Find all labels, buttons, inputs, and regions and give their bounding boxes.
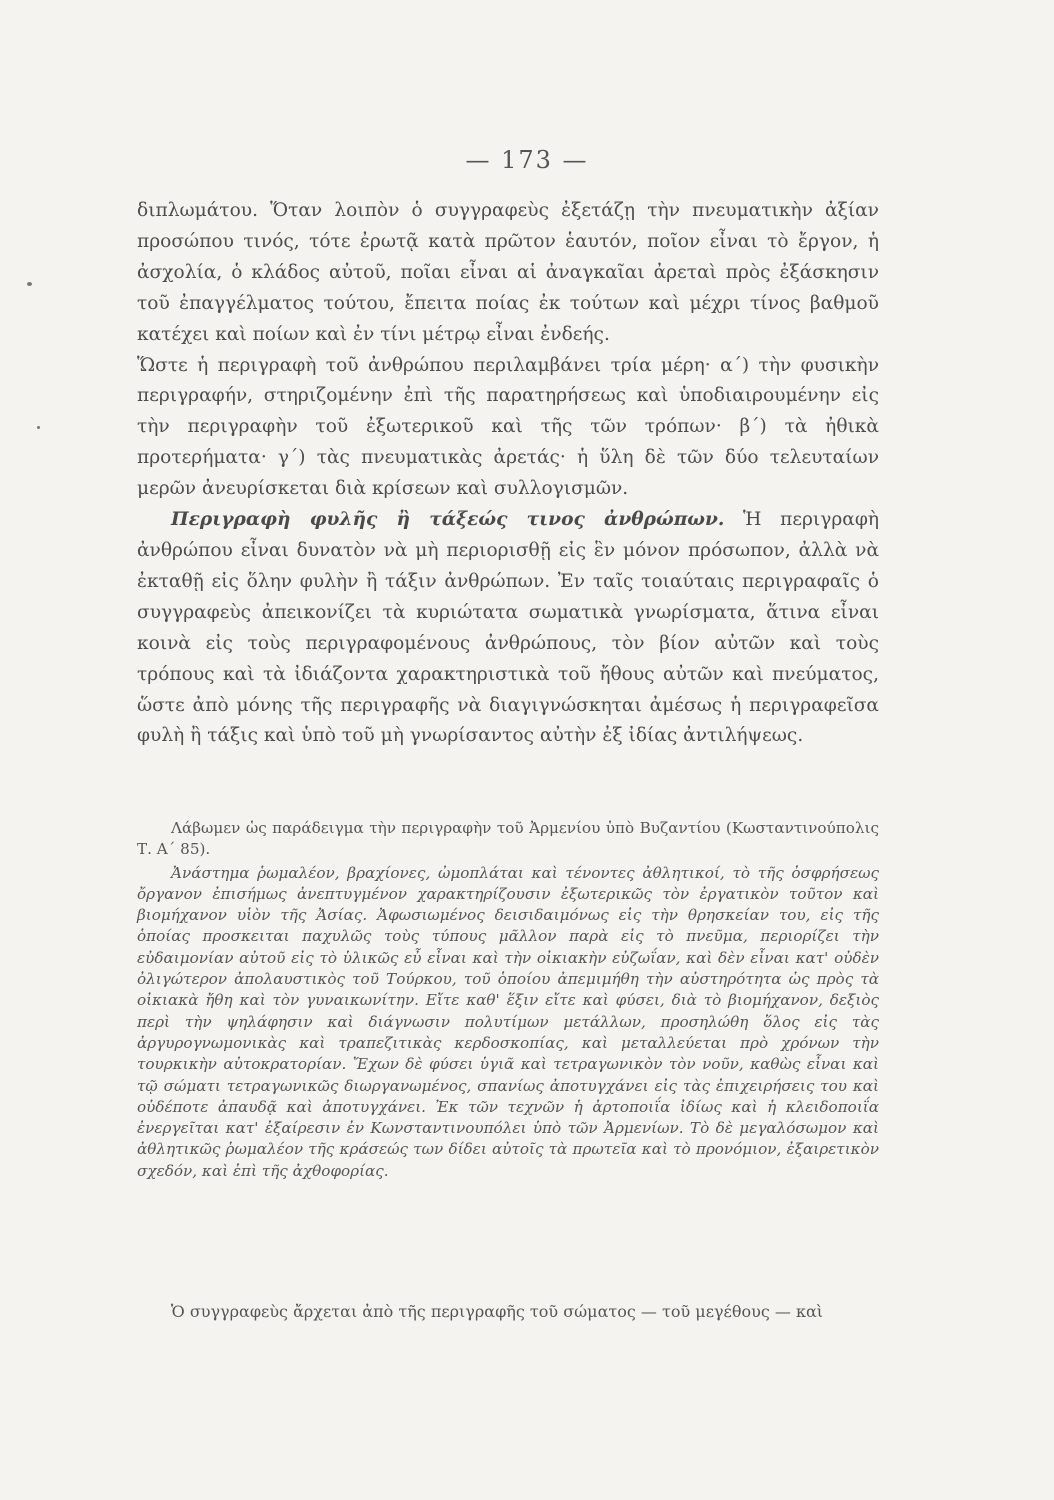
- main-text: [137, 196, 879, 752]
- closing-line: Ὁ συγγραφεὺς ἄρχεται ἀπὸ τῆς περιγραφῆς τοῦ σώματος — τοῦ μεγέθους — καὶ: [171, 1302, 824, 1321]
- section-subheading: Περιγραφὴ φυλῆς ἢ τάξεώς τινος ἀνθρώπων.: [171, 509, 725, 531]
- example-block: [137, 818, 879, 1182]
- paragraph-1: διπλωμάτου. Ὅταν λοιπὸν ὁ συγγραφεὺς ἐξετάζῃ τὴν πνευματικὴν ἀξίαν προσώπου τινός, τότε ἐρωτᾷ κατὰ πρῶτον ἑαυτόν, ποῖον εἶναι τὸ ἔργον, ἡ ἀσχολία, ὁ κλάδος αὐτοῦ, ποῖαι εἶναι αἱ ἀναγκαῖαι ἀρεταὶ πρὸς ἐξάσκησιν τοῦ ἐπαγγέλματος τούτου, ἔπειτα ποίας ἐκ τούτων καὶ μέχρι τίνος βαθμοῦ κατέχει καὶ ποίων καὶ ἐν τίνι μέτρῳ εἶναι ἐνδεής.: [137, 200, 879, 345]
- page-speck: [37, 426, 40, 429]
- example-intro: Λάβωμεν ὡς παράδειγμα τὴν περιγραφὴν τοῦ Ἀρμενίου ὑπὸ Βυζαντίου (Κωσταντινούπολις Τ. Α΄ 85).: [137, 819, 879, 859]
- page-speck: [27, 282, 32, 286]
- paragraph-3-text: Ἡ περιγραφὴ ἀνθρώπου εἶναι δυνατὸν νὰ μὴ περιορισθῇ εἰς ἓν μόνον πρόσωπον, ἀλλὰ νὰ ἐκταθῇ εἰς ὅλην φυλὴν ἢ τάξιν ἀνθρώπων. Ἐν ταῖς τοιαύταις περιγραφαῖς ὁ συγγραφεὺς ἀπεικονίζει τὰ κυριώτατα σωματικὰ γνωρίσματα, ἅτινα εἶναι κοινὰ εἰς τοὺς περιγραφομένους ἀνθρώπους, τὸν βίον αὐτῶν καὶ τοὺς τρόπους καὶ τὰ ἰδιάζοντα χαρακτηριστικὰ τοῦ ἤθους αὐτῶν καὶ πνεύματος, ὥστε ἀπὸ μόνης τῆς περιγραφῆς νὰ διαγιγνώσκηται ἀμέσως ἡ περιγραφεῖσα φυλὴ ἢ τάξις καὶ ὑπὸ τοῦ μὴ γνωρίσαντος αὐτὴν ἐξ ἰδίας ἀντιλήψεως.: [137, 509, 879, 747]
- page-number: — 173 —: [465, 146, 589, 174]
- paragraph-2: Ὥστε ἡ περιγραφὴ τοῦ ἀνθρώπου περιλαμβάνει τρία μέρη· α΄) τὴν φυσικὴν περιγραφήν, στηριζομένην ἐπὶ τῆς παρατηρήσεως καὶ ὑποδιαιρουμένην εἰς τὴν περιγραφὴν τοῦ ἐξωτερικοῦ καὶ τῆς τῶν τρόπων· β΄) τὰ ἠθικὰ προτερήματα· γ΄) τὰς πνευματικὰς ἀρετάς· ἡ ὕλη δὲ τῶν δύο τελευταίων μερῶν ἀνευρίσκεται διὰ κρίσεων καὶ συλλογισμῶν.: [137, 354, 879, 500]
- paragraph-3: [137, 505, 879, 752]
- example-quote: Ἀνάστημα ῥωμαλέον, βραχίονες, ὠμοπλάται καὶ τένοντες ἀθλητικοί, τὸ τῆς ὀσφρήσεως ὄργανον ἐπισήμως ἀνεπτυγμένον χαρακτηρίζουσιν ἐξωτερικῶς τὸν ἐργατικὸν τοῦτον καὶ βιομήχανον υἱὸν τῆς Ἀσίας. Ἀφωσιωμένος δεισιδαιμόνως εἰς τὴν θρησκείαν του, εἰς τῆς ὁποίας προσκειται παχυλῶς τοὺς τύπους μᾶλλον παρὰ εἰς τὸ πνεῦμα, περιορίζει τὴν εὐδαιμονίαν αὐτοῦ εἰς τὸ ὑλικῶς εὖ εἶναι καὶ τὴν οἰκιακὴν εὐζωΐαν, καὶ δὲν εἶναι κατ' οὐδὲν ὀλιγώτερον ἀπολαυστικὸς τοῦ Τούρκου, τοῦ ὁποίου ἀπεμιμήθη τὴν αὐστηρότητα ὡς πρὸς τὰ οἰκιακὰ ἤθη καὶ τὸν γυναικωνίτην. Εἴτε καθ' ἕξιν εἴτε καὶ φύσει, διὰ τὸ βιομήχανον, δεξιὸς περὶ τὴν ψηλάφησιν καὶ διάγνωσιν πολυτίμων μετάλλων, προσηλώθη ὅλος εἰς τὰς ἀργυρογνωμονικὰς καὶ τραπεζιτικὰς κερδοσκοπίας, καὶ μεταλλεύεται πρὸ χρόνων τὴν τουρκικὴν αὐτοκρατορίαν. Ἔχων δὲ φύσει ὑγιᾶ καὶ τετραγωνικὸν τὸν νοῦν, καθὼς εἶναι καὶ τῷ σώματι τετραγωνικῶς διωργανωμένος, σπανίως ἀποτυγχάνει εἰς τὰς ἐπιχειρήσεις του καὶ οὐδέποτε ἀπαυδᾷ καὶ ἀποτυγχάνει. Ἐκ τῶν τεχνῶν ἡ ἀρτοποιΐα ἰδίως καὶ ἡ κλειδοποιΐα ἐνεργεῖται κατ' ἐξαίρεσιν ἐν Κωνσταντινουπόλει ὑπὸ τῶν Ἀρμενίων. Τὸ δὲ μεγαλόσωμον καὶ ἀθλητικῶς ῥωμαλέον τῆς κράσεώς των δίδει αὐτοῖς τὰ πρωτεῖα καὶ τὸ προνόμιον, ἐξαιρετικὸν σχεδόν, καὶ ἐπὶ τῆς ἀχθοφορίας.: [137, 863, 879, 1180]
